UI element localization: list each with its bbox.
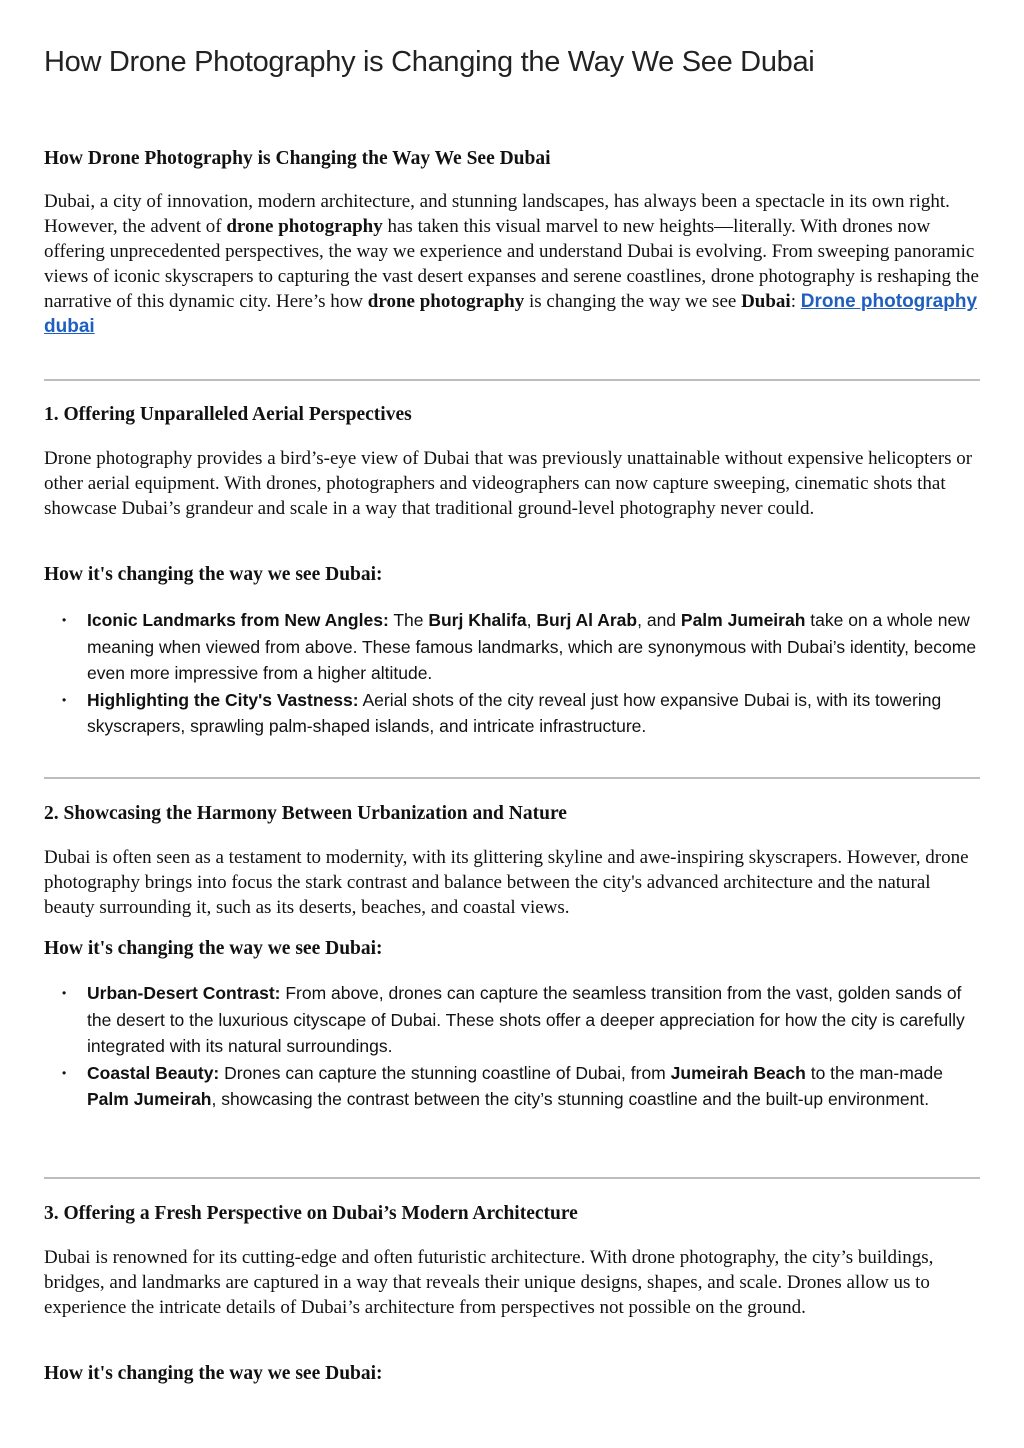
intro-body bbox=[44, 189, 984, 339]
section-3-subheading-wrap bbox=[44, 1363, 984, 1385]
bullet-text: Drones can capture the stunning coastline of Dubai, from bbox=[219, 1062, 671, 1083]
list-item bbox=[44, 1060, 984, 1113]
bold-palm-jumeirah: Palm Jumeirah bbox=[87, 1089, 212, 1109]
section-1-heading: 1. Offering Unparalleled Aerial Perspectives bbox=[44, 404, 412, 425]
bold-burj-al-arab: Burj Al Arab bbox=[536, 610, 638, 630]
section-divider-3 bbox=[44, 1177, 980, 1179]
list-item bbox=[44, 980, 984, 1060]
section-2-body-wrap bbox=[44, 845, 984, 920]
bullet-text: Aerial shots of the city reveal just how expansive Dubai is, with its towering skyscrapers, sprawling palm-shaped islands, and intricate infrastructure. bbox=[87, 689, 942, 736]
section-divider-1 bbox=[44, 379, 980, 381]
section-1-subheading: How it's changing the way we see Dubai: bbox=[44, 564, 383, 585]
bullet-text: to the man-made bbox=[805, 1062, 943, 1083]
section-2 bbox=[44, 803, 984, 825]
intro-section bbox=[44, 148, 984, 170]
intro-heading: How Drone Photography is Changing the Way We See Dubai bbox=[44, 148, 551, 169]
section-1-body: Drone photography provides a bird’s-eye view of Dubai that was previously unattainable without expensive helicopters or other aerial equipment. With drones, photographers and videographers can now capture sweeping, cinematic shots that showcase Dubai’s grandeur and scale in a way that traditional ground-level photography never could. bbox=[44, 448, 973, 519]
intro-text-2: has taken this visual marvel to new heights—literally. With drones now offering unprecedented perspectives, the way we experience and understand Dubai is evolving. From sweeping panoramic views of iconic skyscrapers to capturing the vast desert expanses and serene coastlines, drone photography is reshaping the narrative of this dynamic city. Here’s how bbox=[44, 216, 979, 312]
section-3 bbox=[44, 1203, 984, 1225]
section-2-subheading: How it's changing the way we see Dubai: bbox=[44, 938, 383, 959]
bullet-icon: • bbox=[62, 692, 67, 707]
section-1-body-wrap bbox=[44, 446, 984, 521]
section-divider-2 bbox=[44, 777, 980, 779]
intro-bold-drone-photography-2: drone photography bbox=[367, 291, 525, 312]
bullet-text: From above, drones can capture the seamless transition from the vast, golden sands of the desert to the luxurious cityscape of Dubai. These shots offer a deeper appreciation for how the city is carefully integrated with its natural surroundings. bbox=[87, 983, 965, 1056]
bold-jumeirah-beach: Jumeirah Beach bbox=[670, 1062, 806, 1083]
drone-photography-dubai-link[interactable]: Drone photography dubai bbox=[44, 291, 978, 337]
bold-burj-khalifa: Burj Khalifa bbox=[428, 610, 527, 630]
bullet-icon: • bbox=[62, 613, 67, 627]
section-2-subheading-wrap bbox=[44, 938, 984, 960]
section-3-subheading: How it's changing the way we see Dubai: bbox=[44, 1363, 383, 1384]
bullet-text: The bbox=[388, 610, 429, 630]
bullet-label: Coastal Beauty: bbox=[87, 1062, 220, 1083]
list-item bbox=[44, 687, 984, 740]
section-1 bbox=[44, 404, 984, 426]
intro-bold-drone-photography: drone photography bbox=[226, 216, 383, 237]
section-1-subheading-wrap bbox=[44, 564, 984, 586]
section-2-bullet-list bbox=[44, 980, 984, 1113]
bullet-label: Iconic Landmarks from New Angles: bbox=[87, 610, 389, 630]
bullet-text: take on a whole new meaning when viewed from above. These famous landmarks, which are synonymous with Dubai’s identity, become even more impressive from a higher altitude. bbox=[87, 610, 977, 683]
list-item bbox=[44, 607, 984, 687]
intro-bold-dubai: Dubai bbox=[741, 291, 791, 312]
section-1-bullet-list bbox=[44, 607, 984, 740]
intro-paragraph bbox=[44, 189, 984, 339]
bullet-icon: • bbox=[62, 986, 67, 1000]
document-title: How Drone Photography is Changing the Way We See Dubai bbox=[44, 46, 815, 78]
bold-palm-jumeirah: Palm Jumeirah bbox=[680, 610, 806, 630]
intro-text-3: is changing the way we see bbox=[524, 291, 742, 312]
bullet-text: , and bbox=[637, 610, 681, 630]
section-3-heading: 3. Offering a Fresh Perspective on Dubai’s Modern Architecture bbox=[44, 1203, 578, 1224]
section-3-body-wrap bbox=[44, 1245, 984, 1320]
bullet-text: , bbox=[526, 610, 537, 630]
intro-text-4: : bbox=[790, 291, 801, 312]
bullet-text: , showcasing the contrast between the city’s stunning coastline and the built-up environment. bbox=[211, 1089, 930, 1109]
bullet-label: Urban-Desert Contrast: bbox=[87, 983, 281, 1003]
section-3-body: Dubai is renowned for its cutting-edge and often futuristic architecture. With drone photography, the city’s buildings, bridges, and landmarks are captured in a way that reveals their unique designs, shapes, and scale. Drones allow us to experience the intricate details of Dubai’s architecture from perspectives not possible on the ground. bbox=[44, 1247, 934, 1318]
section-2-heading: 2. Showcasing the Harmony Between Urbanization and Nature bbox=[44, 803, 567, 824]
bullet-label: Highlighting the City's Vastness: bbox=[87, 689, 359, 710]
intro-text-1: Dubai, a city of innovation, modern architecture, and stunning landscapes, has always been a spectacle in its own right. However, the advent of bbox=[44, 191, 950, 237]
bullet-icon: • bbox=[62, 1065, 67, 1080]
section-2-body: Dubai is often seen as a testament to modernity, with its glittering skyline and awe-inspiring skyscrapers. However, drone photography brings into focus the stark contrast and balance between the city's advanced architecture and the natural beauty surrounding it, such as its deserts, beaches, and coastal views. bbox=[44, 847, 969, 918]
